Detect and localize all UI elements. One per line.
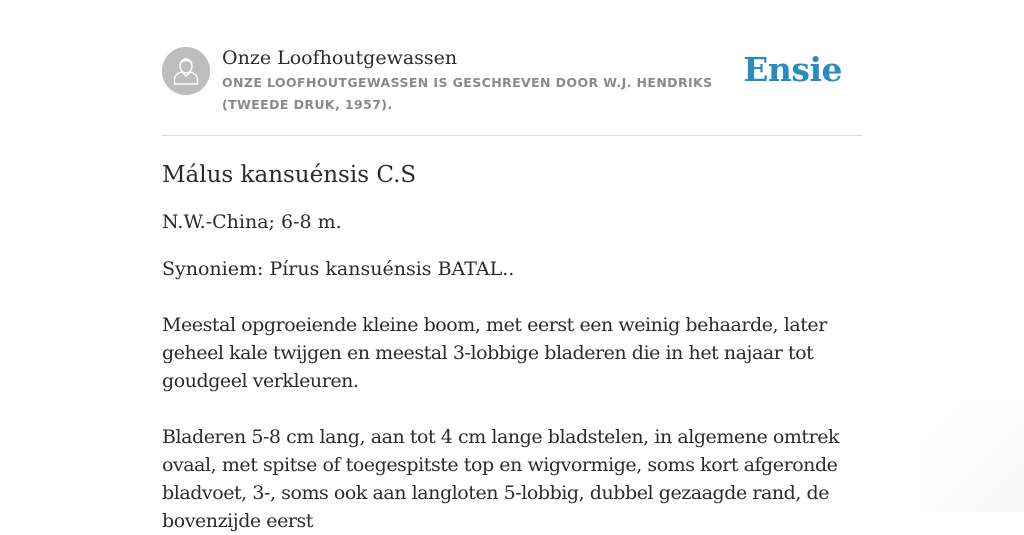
user-placeholder-icon — [162, 47, 210, 95]
source-header — [162, 46, 862, 136]
corner-fade — [920, 400, 1024, 512]
source-title[interactable]: Onze Loofhoutgewassen — [222, 47, 458, 69]
entry-content — [162, 158, 862, 535]
header-divider — [162, 135, 862, 136]
entry-origin: N.W.-China; 6-8 m. — [162, 211, 342, 233]
ensie-logo[interactable]: Ensie — [743, 50, 842, 89]
entry-synonym: Synoniem: Pírus kansuénsis BATAL.. — [162, 258, 515, 280]
source-description: ONZE LOOFHOUTGEWASSEN IS GESCHREVEN DOOR W.J. HENDRIKS (TWEEDE DRUK, 1957). — [222, 75, 713, 112]
entry-title: Málus kansuénsis C.S — [162, 162, 417, 188]
entry-paragraph: Meestal opgroeiende kleine boom, met eerst een weinig behaarde, later geheel kale twijgen en meestal 3-lobbige bladeren die in het najaar tot goudgeel verkleuren. — [162, 314, 827, 392]
entry-paragraph: Bladeren 5-8 cm lang, aan tot 4 cm lange bladstelen, in algemene omtrek ovaal, met spitse of toegespitste top en wigvormige, soms kort afgeronde bladvoet, 3-, soms ook aan langloten 5-lobbig, dubbel gezaagde rand, de bovenzijde eerst — [162, 426, 840, 532]
